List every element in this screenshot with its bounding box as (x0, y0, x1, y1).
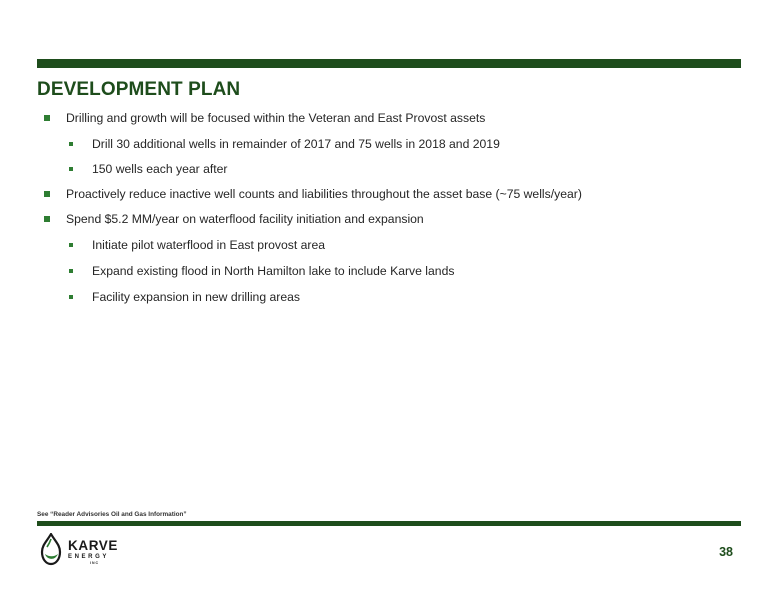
bullet-text: Initiate pilot waterflood in East provost area (92, 238, 326, 252)
bullet-text: Drill 30 additional wells in remainder of 2017 and 75 wells in 2018 and 2019 (92, 137, 500, 151)
logo-subtitle: ENERGY (68, 554, 109, 560)
sub-bullet-item (92, 161, 228, 177)
square-bullet-icon (69, 295, 73, 299)
square-bullet-icon (69, 142, 73, 146)
bullet-text: Drilling and growth will be focused within the Veteran and East Provost assets (66, 111, 486, 125)
square-bullet-icon (69, 269, 73, 273)
sub-bullet-item (92, 263, 454, 279)
bullet-text: Spend $5.2 MM/year on waterflood facility initiation and expansion (66, 212, 424, 226)
square-bullet-icon (44, 115, 50, 121)
logo-suffix: INC (90, 561, 100, 565)
bullet-text: Expand existing flood in North Hamilton lake to include Karve lands (92, 264, 455, 278)
logo-wordmark: KARVE (68, 538, 119, 553)
footer-divider-bar (37, 521, 741, 526)
square-bullet-icon (69, 167, 73, 171)
bullet-text: 150 wells each year after (92, 162, 228, 176)
square-bullet-icon (44, 191, 50, 197)
bullet-item (66, 211, 424, 227)
header-divider-bar (37, 59, 741, 68)
sub-bullet-item (92, 136, 500, 152)
footnote-link[interactable]: See “Reader Advisories Oil and Gas Information” (37, 511, 187, 518)
bullet-text: Facility expansion in new drilling areas (92, 290, 300, 304)
bullet-text: Proactively reduce inactive well counts and liabilities throughout the asset base (~75 wells/year) (66, 187, 582, 201)
sub-bullet-item (92, 289, 300, 305)
page-number: 38 (719, 545, 733, 559)
square-bullet-icon (69, 243, 73, 247)
bullet-item (66, 110, 485, 126)
square-bullet-icon (44, 216, 50, 222)
sub-bullet-item (92, 237, 325, 253)
bullet-item (66, 186, 582, 202)
page-title: DEVELOPMENT PLAN (37, 79, 241, 100)
